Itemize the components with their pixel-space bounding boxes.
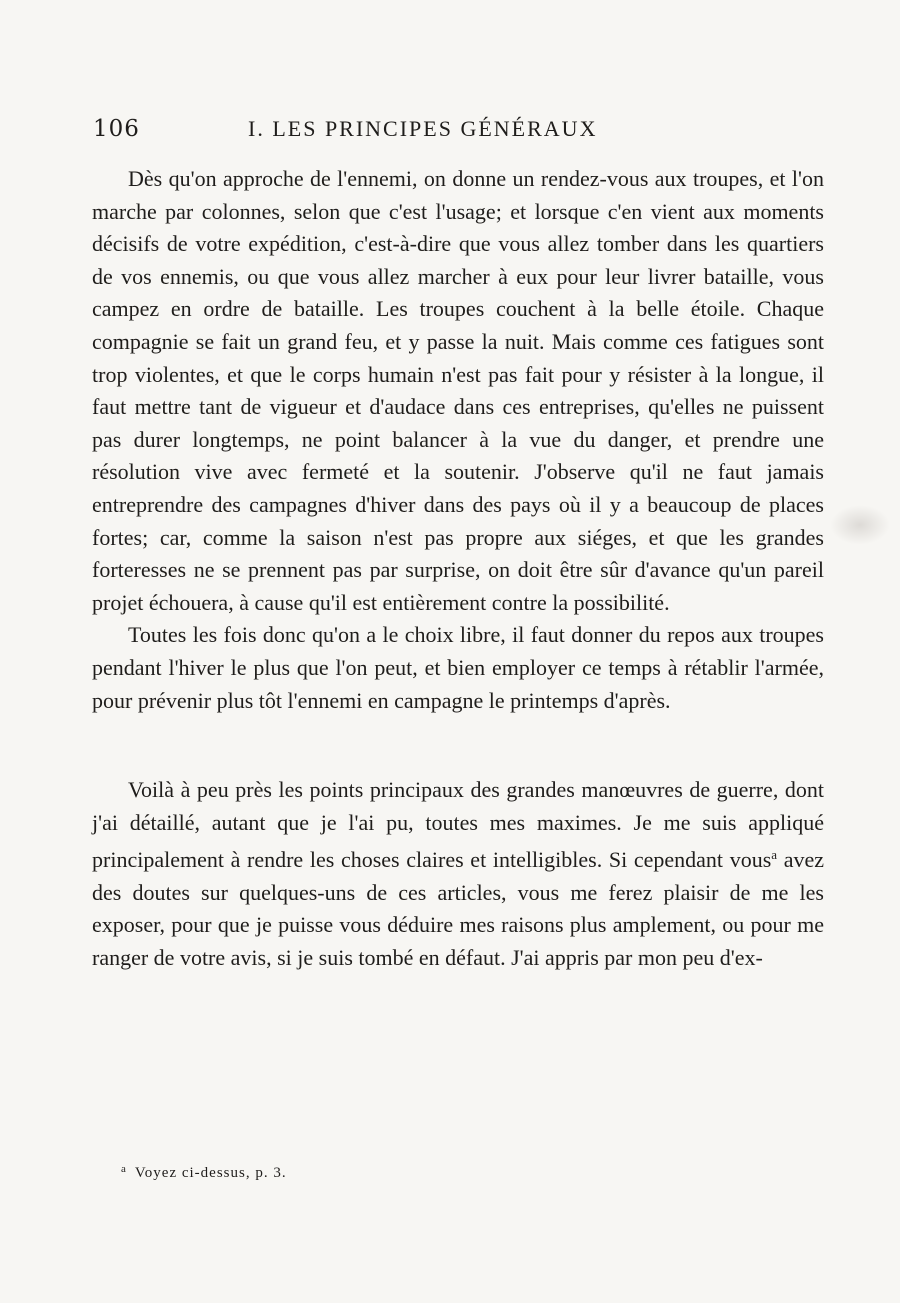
footnote-text: Voyez ci-dessus, p. 3. [134, 1165, 287, 1181]
footnote [121, 1163, 287, 1182]
body-text [92, 163, 824, 975]
section-gap [92, 717, 824, 774]
conclusion-text-start: Voilà à peu près les points principaux des grandes manœuvres de guerre, dont j'ai détaillé, autant que je l'ai pu, toutes mes maximes. Je me suis appliqué principalement à rendre les choses claires et intelligibles. Si cependant vous [92, 777, 824, 873]
page-smudge [830, 505, 890, 545]
paragraph-conclusion [92, 774, 824, 975]
page-header [93, 116, 823, 150]
conclusion-text-end: avez des doutes sur quelques-uns de ces articles, vous me ferez plaisir de me les exposer, pour que je puisse vous déduire mes raisons plus amplement, ou pour me ranger de votre avis, si je suis tombé en défaut. J'ai appris par mon peu d'ex- [92, 847, 824, 971]
footnote-reference: a [771, 847, 778, 863]
paragraph-winter-campaigns: Dès qu'on approche de l'ennemi, on donne un rendez-vous aux troupes, et l'on marche par colonnes, selon que c'est l'usage; et lorsque c'en vient aux moments décisifs de votre expédition, c'est-à-dire que vous allez tomber dans les quartiers de vos ennemis, ou que vous allez marcher à eux pour leur livrer bataille, vous campez en ordre de bataille. Les troupes couchent à la belle étoile. Chaque compagnie se fait un grand feu, et y passe la nuit. Mais comme ces fatigues sont trop violentes, et que le corps humain n'est pas fait pour y résister à la longue, il faut mettre tant de vigueur et d'audace dans ces entreprises, qu'elles ne puissent pas durer longtemps, ne point balancer à la vue du danger, et prendre une résolution vive avec fermeté et la soutenir. J'observe qu'il ne faut jamais entreprendre des campagnes d'hiver dans des pays où il y a beaucoup de places fortes; car, comme la saison n'est pas propre aux siéges, et que les grandes forteresses ne se prennent pas par surprise, on doit être sûr d'avance qu'un pareil projet échouera, à cause qu'il est entièrement contre la possibilité. [92, 166, 824, 615]
footnote-mark: a [121, 1163, 127, 1175]
page-number: 106 [93, 116, 140, 142]
paragraph-rest-troops: Toutes les fois donc qu'on a le choix libre, il faut donner du repos aux troupes pendant l'hiver le plus que l'on peut, et bien employer ce temps à rétablir l'armée, pour prévenir plus tôt l'ennemi en campagne le printemps d'après. [92, 622, 824, 713]
running-head: I. LES PRINCIPES GÉNÉRAUX [248, 116, 598, 141]
